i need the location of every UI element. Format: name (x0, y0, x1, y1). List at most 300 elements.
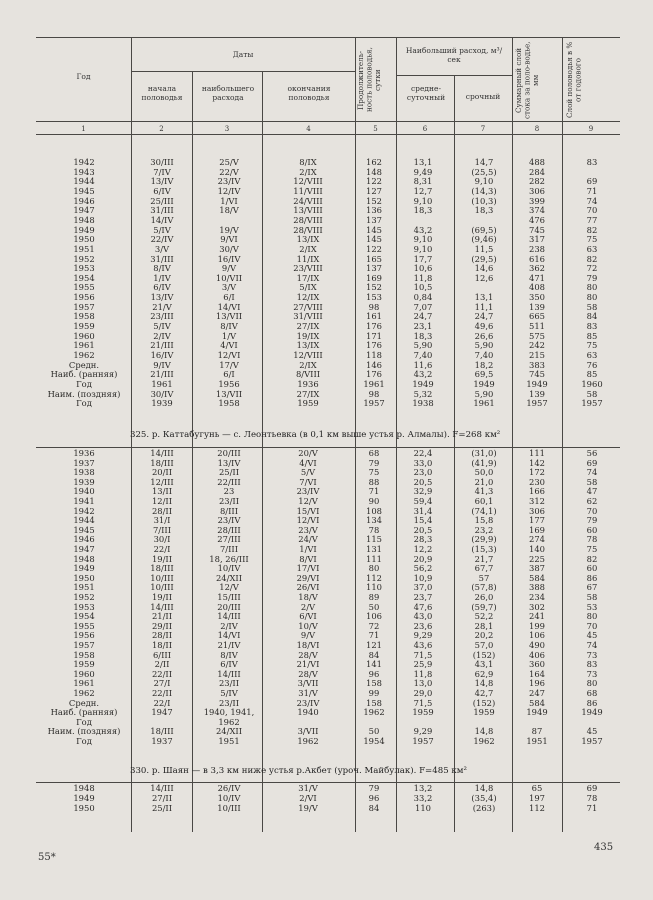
cell-dur: 98 (368, 388, 380, 399)
cell-daily: 9,29 (413, 726, 433, 737)
cell-year: Год (76, 398, 92, 409)
table-row (0, 506, 653, 516)
cell-dur: 137 (366, 214, 382, 225)
cell-runoff: 177 (529, 515, 545, 526)
cell-end: 1/VI (299, 544, 317, 554)
cell-runoff: 65 (531, 783, 543, 793)
cell-pct: 73 (586, 649, 598, 660)
table-row (0, 477, 653, 487)
cell-peak: 1958 (218, 398, 240, 409)
cell-start: 21/V (152, 301, 172, 312)
cell-end: 23/V (298, 524, 318, 535)
cell-inst: 42,7 (474, 688, 494, 698)
cell-pct: 58 (586, 476, 598, 487)
cell-start: 25/III (150, 195, 174, 206)
cell-end: 15/VI (296, 505, 320, 516)
cell-start: 1937 (151, 736, 173, 746)
cell-dur: 134 (366, 515, 382, 526)
cell-daily: 24,7 (413, 311, 433, 322)
cell-end: 27/IX (296, 388, 320, 399)
hdr-divider (512, 37, 513, 134)
cell-inst: (9,46) (471, 234, 497, 245)
cell-pct: 80 (586, 611, 598, 622)
cell-peak: 19/V (219, 224, 239, 235)
cell-dur: 165 (366, 253, 382, 264)
cell-start: 20/II (151, 467, 173, 478)
cell-dur: 79 (368, 457, 380, 468)
cell-inst: (35,4) (471, 793, 497, 804)
cell-peak: 23/II (218, 678, 240, 689)
cell-end: 3/VII (297, 678, 319, 689)
cell-pct: 82 (586, 253, 598, 264)
cell-runoff: 350 (529, 292, 545, 303)
cell-runoff: 197 (529, 793, 545, 804)
cell-end: 12/V (298, 496, 318, 506)
cell-end: 13/IX (296, 340, 320, 351)
cell-peak: 10/VII (215, 272, 243, 283)
cell-start: 31/I (153, 515, 171, 526)
cell-dur: 78 (368, 524, 380, 535)
footer-mark: 55* (38, 852, 56, 863)
cell-dur: 145 (366, 224, 382, 235)
cell-year: 1961 (73, 678, 95, 689)
cell-start: 18/II (151, 640, 173, 650)
cell-start: 18/III (150, 457, 174, 468)
table-row (0, 563, 653, 573)
cell-end: 31/V (298, 783, 318, 793)
cell-year: 1937 (73, 457, 95, 468)
cell-year: Средн. (68, 697, 100, 708)
cell-daily: 12,7 (413, 185, 433, 196)
table-row (0, 678, 653, 688)
cell-end: 23/IV (296, 486, 320, 497)
cell-start: 22/II (151, 688, 173, 698)
cell-daily: 9,49 (413, 166, 433, 177)
cell-end: 11/IX (296, 253, 320, 264)
cell-peak: 30/V (219, 243, 239, 254)
cell-inst: 11,5 (474, 243, 494, 254)
cell-dur: 145 (366, 234, 382, 245)
cell-end: 31/VIII (293, 311, 323, 322)
cell-dur: 152 (366, 195, 382, 206)
table-row (0, 350, 653, 360)
cell-year: 1960 (73, 330, 95, 341)
cell-pct: 69 (586, 457, 598, 468)
cell-start: 29/II (151, 620, 173, 631)
cell-inst: 20,2 (474, 630, 494, 641)
cell-dur: 127 (366, 185, 382, 196)
cell-runoff: 317 (529, 234, 545, 245)
cell-dur: 90 (368, 496, 380, 506)
cell-pct: 58 (586, 592, 598, 602)
cell-year: 1936 (73, 448, 95, 458)
cell-dur: 96 (368, 793, 380, 804)
cell-inst: 18,3 (474, 205, 494, 216)
cell-pct: 68 (586, 688, 598, 698)
cell-year: 1946 (73, 195, 95, 206)
cell-year: 1946 (73, 534, 95, 545)
cell-inst: 9,10 (474, 176, 494, 187)
cell-year: 1945 (73, 524, 95, 535)
cell-start: 13/IV (150, 292, 174, 303)
cell-start: 12/III (150, 476, 174, 487)
cell-inst: 41,3 (474, 486, 494, 497)
cell-dur: 1961 (363, 378, 385, 389)
cell-dur: 146 (366, 359, 382, 370)
cell-pct: 74 (586, 640, 598, 650)
cell-dur: 75 (368, 467, 380, 478)
cell-inst: (152) (472, 649, 496, 660)
cell-peak: 12/VI (217, 350, 241, 360)
cell-start: 2/IV (153, 330, 171, 341)
cell-start: 30/I (153, 534, 171, 545)
cell-daily: 9,10 (413, 234, 433, 245)
cell-pct: 86 (586, 697, 598, 708)
table-row (0, 793, 653, 803)
cell-dur: 161 (366, 311, 382, 322)
cell-inst: 43,1 (474, 659, 494, 670)
cell-peak: 18/V (219, 205, 239, 216)
cell-pct: 70 (586, 505, 598, 516)
cell-pct: 67 (586, 582, 598, 593)
table-row (0, 602, 653, 612)
table-row (0, 717, 653, 727)
cell-peak: 13/VII (215, 311, 243, 322)
cell-inst: (41,9) (471, 457, 497, 468)
cell-daily: 10,9 (413, 572, 433, 583)
cell-dur: 137 (366, 263, 382, 274)
cell-start: 8/IV (153, 263, 171, 274)
cell-daily: 20,9 (413, 553, 433, 564)
cell-pct: 85 (586, 330, 598, 341)
cell-start: 21/III (150, 340, 174, 351)
column-number: 4 (306, 125, 311, 133)
cell-peak: 9/V (221, 263, 237, 274)
cell-daily: 43,2 (413, 369, 433, 380)
cell-start: 1961 (151, 378, 173, 389)
table-row (0, 698, 653, 708)
cell-year: 1962 (73, 688, 95, 698)
cell-pct: 62 (586, 496, 598, 506)
cell-start: 22/IV (150, 234, 174, 245)
cell-runoff: 575 (529, 330, 545, 341)
dates-subrule (131, 71, 355, 72)
table-row (0, 379, 653, 389)
cell-start: 18/III (150, 563, 174, 574)
table-row (0, 398, 653, 408)
cell-pct: 76 (586, 359, 598, 370)
cell-peak: 1951 (218, 736, 240, 746)
cell-runoff: 584 (529, 572, 545, 583)
cell-year: 1948 (73, 553, 95, 564)
cell-year: 1945 (73, 185, 95, 196)
cell-peak: 22/V (219, 166, 239, 177)
cell-dur: 72 (368, 620, 380, 631)
cell-inst: (14,3) (471, 185, 497, 196)
cell-runoff: 242 (529, 340, 545, 351)
cell-start: 27/II (151, 793, 173, 804)
cell-start: 22/II (151, 668, 173, 679)
cell-daily: 33,2 (413, 793, 433, 804)
cell-end: 31/V (298, 688, 318, 698)
cell-inst: 28,1 (474, 620, 494, 631)
cell-runoff: 306 (529, 185, 545, 196)
cell-end: 2/V (300, 601, 316, 612)
cell-runoff: 745 (529, 224, 545, 235)
cell-start: 28/II (151, 505, 173, 516)
cell-dur: 131 (366, 544, 382, 554)
table-row (0, 783, 653, 793)
cell-inst: (25,5) (471, 166, 497, 177)
cell-dur: 71 (368, 630, 380, 641)
cell-year: 1938 (73, 467, 95, 478)
cell-pct: 1957 (581, 398, 603, 409)
cell-start: 12/II (151, 496, 173, 506)
cell-end: 23/IV (296, 697, 320, 708)
cell-end: 18/V (298, 592, 318, 602)
table-row (0, 205, 653, 215)
cell-end: 13/VIII (293, 205, 323, 216)
cell-peak: 23/II (218, 496, 240, 506)
cell-runoff: 196 (529, 678, 545, 689)
table-row (0, 669, 653, 679)
cell-inst: 62,9 (474, 668, 494, 679)
cell-year: Наиб. (ранняя) (50, 369, 118, 380)
cell-pct: 63 (586, 243, 598, 254)
cell-inst: 1962 (473, 736, 495, 746)
cell-runoff: 488 (529, 157, 545, 167)
cell-peak: 14/III (217, 668, 241, 679)
cell-start: 10/III (150, 582, 174, 593)
cell-end: 2/IX (299, 359, 317, 370)
cell-dur: 50 (368, 726, 380, 737)
table-row (0, 263, 653, 273)
table-row (0, 467, 653, 477)
cell-start: 7/IV (153, 166, 171, 177)
header-end: окончания половодья (287, 84, 331, 102)
table-row (0, 389, 653, 399)
cell-runoff: 142 (529, 457, 545, 468)
cell-inst: 69,5 (474, 369, 494, 380)
column-number: 1 (81, 125, 86, 133)
cell-pct: 79 (586, 515, 598, 526)
table-row (0, 186, 653, 196)
cell-peak: 8/IV (220, 649, 238, 660)
cell-dur: 115 (366, 534, 382, 545)
table-row (0, 554, 653, 564)
page-number: 435 (594, 842, 614, 853)
cell-dur: 1962 (363, 707, 385, 718)
cell-peak: 21/IV (217, 640, 241, 650)
cell-pct: 82 (586, 553, 598, 564)
cell-start: 6/IV (153, 282, 171, 293)
cell-end: 2/IX (299, 243, 317, 254)
cell-year: 1947 (73, 544, 95, 554)
cell-runoff: 511 (529, 321, 545, 332)
cell-end: 8/VIII (295, 369, 321, 380)
cell-runoff: 164 (529, 668, 545, 679)
cell-daily: 43,2 (413, 224, 433, 235)
cell-inst: 1961 (473, 398, 495, 409)
cell-end: 7/VI (299, 476, 317, 487)
header-duration: Продолжитель-ность половодья, сутки (356, 47, 382, 113)
cell-year: 1947 (73, 205, 95, 216)
cell-peak: 12/V (219, 582, 239, 593)
cell-dur: 110 (366, 582, 382, 593)
table-row (0, 630, 653, 640)
cell-dur: 158 (366, 678, 382, 689)
cell-end: 23/VIII (293, 263, 323, 274)
cell-daily: 5,90 (413, 340, 433, 351)
cell-pct: 71 (586, 185, 598, 196)
cell-start: 5/IV (153, 321, 171, 332)
table-row (0, 486, 653, 496)
header-top-rule (36, 37, 620, 38)
cell-dur: 153 (366, 292, 382, 303)
table-row (0, 573, 653, 583)
cell-peak: 9/VI (220, 234, 238, 245)
cell-year: 1950 (73, 234, 95, 245)
cell-pct: 45 (586, 726, 598, 737)
cell-inst: 52,2 (474, 611, 494, 622)
cell-end: 13/IX (296, 234, 320, 245)
cell-peak: 10/IV (217, 793, 241, 804)
cell-dur: 108 (366, 505, 382, 516)
cell-dur: 158 (366, 697, 382, 708)
cell-start: 14/IV (150, 214, 174, 225)
cell-peak: 14/III (217, 611, 241, 622)
table-row (0, 302, 653, 312)
cell-start: 28/II (151, 630, 173, 641)
cell-runoff: 112 (529, 803, 545, 814)
cell-runoff: 139 (529, 388, 545, 399)
cell-end: 5/V (300, 467, 316, 478)
cell-dur: 71 (368, 486, 380, 497)
cell-year: 1944 (73, 176, 95, 187)
header-runoff: Суммарный слой стока за поло-водье, мм (514, 41, 540, 119)
cell-inst: 15,8 (474, 515, 494, 526)
cell-year: 1949 (73, 793, 95, 804)
cell-inst: (15,3) (471, 544, 497, 554)
table-row (0, 176, 653, 186)
cell-pct: 72 (586, 263, 598, 274)
cell-dur: 80 (368, 563, 380, 574)
cell-year: 1954 (73, 272, 95, 283)
cell-daily: 29,0 (413, 688, 433, 698)
cell-start: 10/III (150, 572, 174, 583)
cell-inst: 67,7 (474, 563, 494, 574)
cell-runoff: 383 (529, 359, 545, 370)
cell-end: 28/VIII (293, 214, 323, 225)
cell-peak: 24/XII (215, 726, 243, 737)
cell-peak: 1940, 1941, (203, 707, 255, 718)
cell-daily: 20,5 (413, 476, 433, 487)
cell-inst: 14,8 (474, 726, 494, 737)
table-row (0, 688, 653, 698)
cell-runoff: 140 (529, 544, 545, 554)
cell-inst: 26,6 (474, 330, 494, 341)
cell-pct: 1960 (581, 378, 603, 389)
table-row (0, 215, 653, 225)
cell-inst: (59,7) (471, 601, 497, 612)
cell-runoff: 238 (529, 243, 545, 254)
cell-peak: 28/III (217, 524, 241, 535)
cell-end: 19/V (298, 803, 318, 814)
cell-dur: 176 (366, 321, 382, 332)
table-row (0, 225, 653, 235)
header-daily: средне-суточный (406, 84, 446, 102)
cell-end: 12/VIII (293, 350, 323, 360)
cell-dur: 162 (366, 157, 382, 167)
column-number: 5 (373, 125, 378, 133)
cell-inst: (57,8) (471, 582, 497, 593)
cell-dur: 89 (368, 592, 380, 602)
cell-daily: 0,84 (413, 292, 433, 303)
cell-inst: (152) (472, 697, 496, 708)
cell-daily: 10,6 (413, 263, 433, 274)
cell-start: 27/I (153, 678, 171, 689)
cell-pct: 74 (586, 195, 598, 206)
cell-daily: 23,1 (413, 321, 433, 332)
cell-inst: 12,6 (474, 272, 494, 283)
cell-daily: 7,40 (413, 350, 433, 360)
cell-peak: 23 (223, 486, 235, 497)
cell-year: 1961 (73, 340, 95, 351)
cell-inst: 7,40 (474, 350, 494, 360)
cell-dur: 79 (368, 783, 380, 793)
cell-year: 1949 (73, 224, 95, 235)
cell-runoff: 374 (529, 205, 545, 216)
cell-runoff: 172 (529, 467, 545, 478)
cell-year: 1948 (73, 783, 95, 793)
cell-pct: 83 (586, 157, 598, 167)
cell-runoff: 745 (529, 369, 545, 380)
cell-peak: 20/III (217, 448, 241, 458)
cell-daily: 10,5 (413, 282, 433, 293)
cell-peak: 6/I (223, 292, 235, 303)
cell-daily: 9,29 (413, 630, 433, 641)
cell-inst: 13,1 (474, 292, 494, 303)
cell-runoff: 616 (529, 253, 545, 264)
cell-inst: 21,7 (474, 553, 494, 564)
cell-pct: 73 (586, 668, 598, 679)
cell-daily: 5,32 (413, 388, 433, 399)
table-row (0, 640, 653, 650)
cell-dur: 112 (366, 572, 382, 583)
cell-runoff: 106 (529, 630, 545, 641)
cell-end: 12/IX (296, 292, 320, 303)
table-row (0, 621, 653, 631)
cell-inst: (29,5) (471, 253, 497, 264)
table-row (0, 525, 653, 535)
cell-runoff: 1951 (526, 736, 548, 746)
cell-runoff: 406 (529, 649, 545, 660)
cell-year: 1942 (73, 505, 95, 516)
cell-runoff: 1949 (526, 707, 548, 718)
table-row (0, 592, 653, 602)
cell-peak: 23/IV (217, 515, 241, 526)
cell-end: 20/V (298, 448, 318, 458)
cell-start: 18/III (150, 726, 174, 737)
cell-end: 10/V (298, 620, 318, 631)
cell-start: 3/V (154, 243, 170, 254)
cell-year: 1951 (73, 243, 95, 254)
cell-dur: 122 (366, 176, 382, 187)
cell-dur: 141 (366, 659, 382, 670)
cell-end: 8/VI (299, 553, 317, 564)
cell-year: 1957 (73, 301, 95, 312)
table-row (0, 659, 653, 669)
